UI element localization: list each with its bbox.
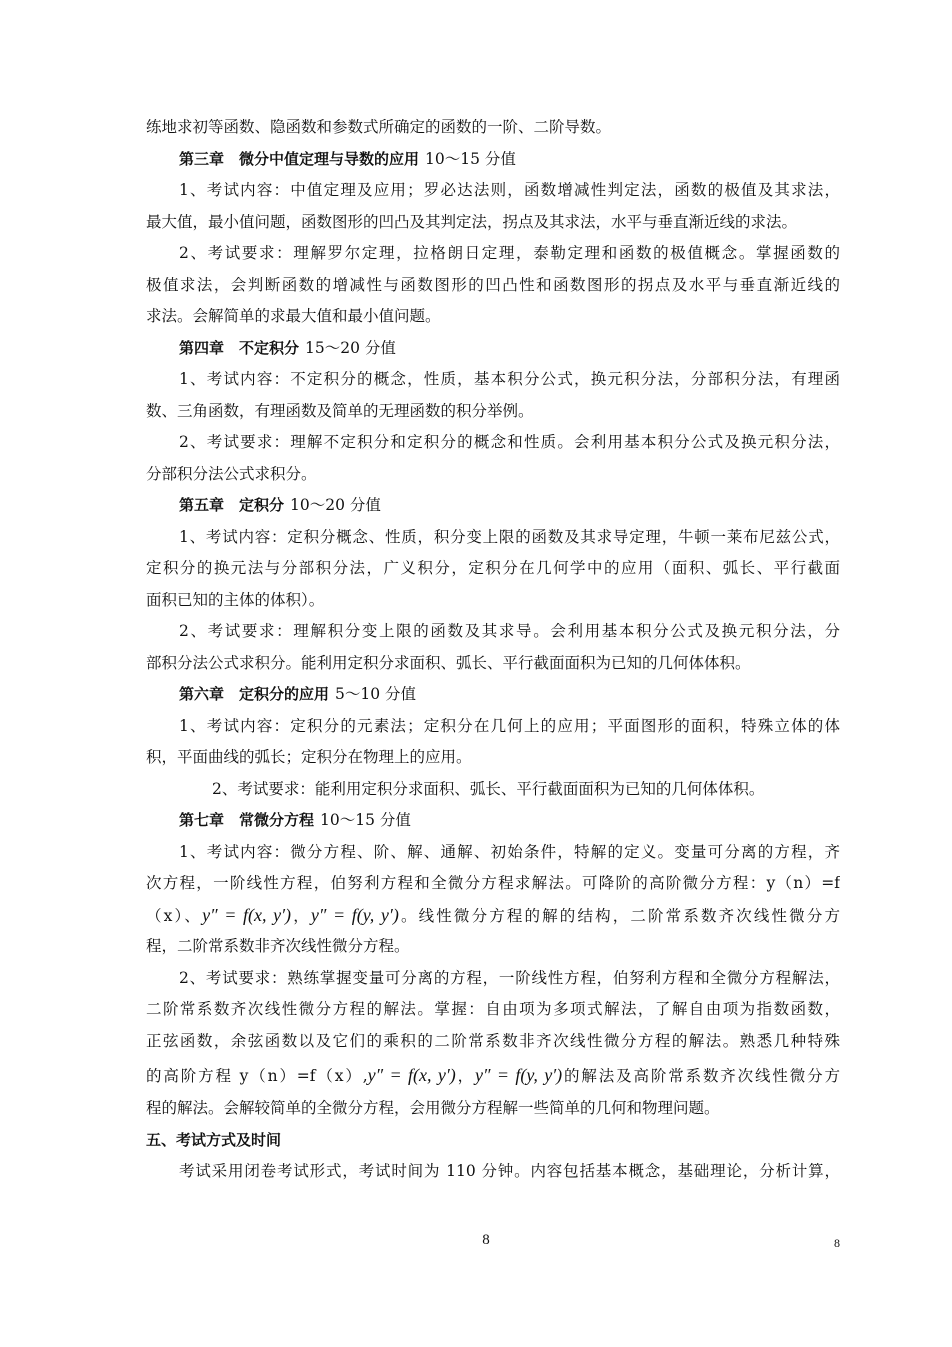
- formula: y″ = f(x, y′): [367, 1065, 456, 1085]
- section-5-heading: [146, 1125, 840, 1157]
- formula: y″ = f(y, y′): [310, 904, 399, 925]
- chapter-title: 第五章 定积分: [179, 496, 285, 514]
- paragraph-line: 数、三角函数，有理函数及简单的无理函数的积分举例。: [146, 401, 534, 420]
- paragraph-line: 定积分的换元法与分部积分法，广义积分，定积分在几何学中的应用（面积、弧长、平行截面: [146, 559, 840, 577]
- chapter-title: 第七章 常微分方程: [179, 811, 315, 829]
- paragraph-line: 积，平面曲线的弧长；定积分在物理上的应用。: [146, 748, 472, 766]
- paragraph-line: 面积已知的主体的体积）。: [146, 590, 325, 609]
- text-run: 的高阶方程 y（n）=f（x）,: [146, 1067, 368, 1085]
- paragraph-line: 2、考试要求：理解罗尔定理，拉格朗日定理，泰勒定理和函数的极值概念。掌握函数的: [179, 244, 840, 262]
- paragraph-line: 考试采用闭卷考试形式，考试时间为 110 分钟。内容包括基本概念，基础理论，分析计算，: [179, 1162, 840, 1180]
- paragraph-line: 求法。会解简单的求最大值和最小值问题。: [146, 307, 441, 325]
- chapter-3-heading: [146, 144, 840, 176]
- paragraph-line: 2、考试要求：熟练掌握变量可分离的方程，一阶线性方程，伯努利方程和全微分方程解法，: [179, 968, 840, 987]
- paragraph-line: 极值求法，会判断函数的增减性与函数图形的凹凸性和函数图形的拐点及水平与垂直渐近线的: [146, 275, 840, 294]
- chapter-6-heading: [146, 679, 840, 711]
- chapter-score: 15～20 分值: [305, 338, 396, 357]
- paragraph-line: 1、考试内容：定积分概念、性质，积分变上限的函数及其求导定理，牛顿一莱布尼兹公式，: [179, 527, 840, 546]
- paragraph-line: 2、考试要求：能利用定积分求面积、弧长、平行截面面积为已知的几何体体积。: [212, 779, 765, 798]
- paragraph-line: 正弦函数，余弦函数以及它们的乘积的二阶常系数非齐次线性微分方程的解法。熟悉几种特殊: [146, 1031, 840, 1050]
- paragraph-line: 程，二阶常系数非齐次线性微分方程。: [146, 937, 410, 955]
- paragraph-line: 1、考试内容：微分方程、阶、解、通解、初始条件，特解的定义。变量可分离的方程，齐: [179, 842, 840, 861]
- page-number: 8: [482, 1232, 490, 1248]
- paragraph-line: 二阶常系数齐次线性微分方程的解法。掌握：自由项为多项式解法，了解自由项为指数函数，: [146, 1000, 840, 1018]
- text-run: 。线性微分方程的解的结构，二阶常系数齐次线性微分方: [398, 906, 840, 925]
- formula: y″ = f(x, y′): [202, 904, 292, 925]
- chapter-4-heading: [146, 333, 840, 365]
- text-run: ，: [455, 1067, 476, 1085]
- chapter-score: 5～10 分值: [335, 685, 417, 703]
- text-run: （x）、: [146, 906, 203, 925]
- formula: y″ = f(y, y′): [475, 1065, 563, 1085]
- chapter-title: 第四章 不定积分: [179, 338, 300, 357]
- paragraph-line: 分部积分法公式求积分。: [146, 464, 317, 483]
- paragraph-line: 程的解法。会解较简单的全微分方程，会用微分方程解一些简单的几何和物理问题。: [146, 1099, 720, 1117]
- document-body: [146, 112, 840, 1188]
- page-number-right: 8: [834, 1236, 840, 1250]
- paragraph-line: 1、考试内容：中值定理及应用；罗必达法则，函数增减性判定法，函数的极值及其求法，: [179, 181, 840, 199]
- paragraph-line: 2、考试要求：理解积分变上限的函数及其求导。会利用基本积分公式及换元积分法，分: [179, 622, 840, 640]
- paragraph-line: 最大值，最小值问题，函数图形的凹凸及其判定法，拐点及其求法，水平与垂直渐近线的求法。: [146, 212, 798, 231]
- paragraph-line: 1、考试内容：定积分的元素法；定积分在几何上的应用；平面图形的面积，特殊立体的体: [179, 716, 840, 735]
- text-run: 的解法及高阶常系数齐次线性微分方: [562, 1067, 840, 1085]
- paragraph-line-with-formula: [146, 1057, 840, 1093]
- text-run: ，: [291, 906, 311, 925]
- chapter-7-heading: [146, 805, 840, 837]
- chapter-title: 第六章 定积分的应用: [179, 685, 330, 703]
- paragraph-line: 练地求初等函数、隐函数和参数式所确定的函数的一阶、二阶导数。: [146, 118, 612, 136]
- paragraph-line: 1、考试内容：不定积分的概念，性质，基本积分公式，换元积分法，分部积分法，有理函: [179, 370, 840, 388]
- chapter-5-heading: [146, 490, 840, 522]
- paragraph-line: 2、考试要求：理解不定积分和定积分的概念和性质。会利用基本积分公式及换元积分法，: [179, 433, 840, 451]
- section-title: 五、考试方式及时间: [146, 1130, 282, 1149]
- chapter-title: 第三章 微分中值定理与导数的应用: [179, 149, 420, 168]
- chapter-score: 10～20 分值: [290, 496, 381, 514]
- chapter-score: 10～15 分值: [320, 811, 411, 829]
- paragraph-line: 部积分法公式求积分。能利用定积分求面积、弧长、平行截面面积为已知的几何体体积。: [146, 653, 751, 672]
- paragraph-line: 次方程，一阶线性方程，伯努利方程和全微分方程求解法。可降阶的高阶微分方程：y（n）=f: [146, 874, 840, 892]
- chapter-score: 10～15 分值: [425, 149, 516, 168]
- paragraph-line-with-formula: [146, 900, 840, 932]
